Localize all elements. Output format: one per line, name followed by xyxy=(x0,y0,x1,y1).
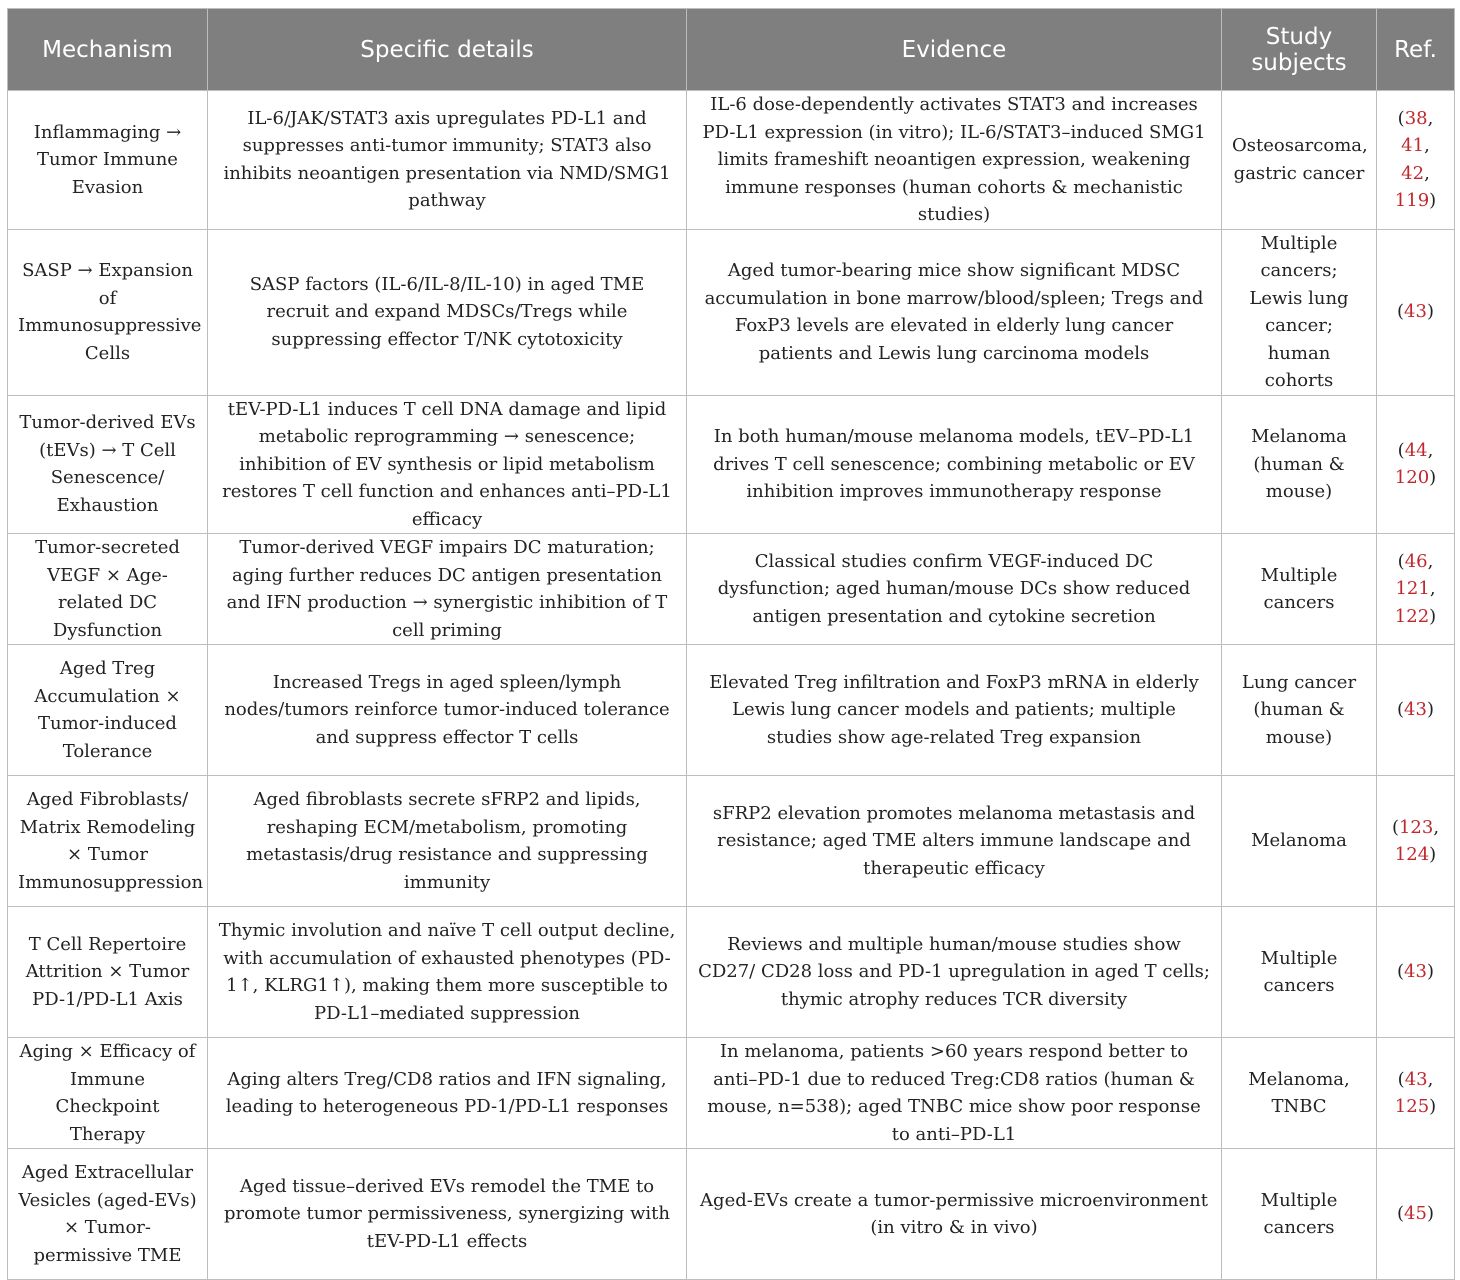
study-subjects-cell: Melanoma (human & mouse) xyxy=(1222,395,1377,534)
ref-link[interactable]: 43 xyxy=(1404,1068,1428,1090)
evidence-cell: Classical studies confirm VEGF-induced DC dysfunction; aged human/mouse DCs show reduced antigen presentation and cytokine secretion xyxy=(687,534,1222,645)
ref-separator: , xyxy=(1427,550,1434,572)
ref-link[interactable]: 42 xyxy=(1401,162,1425,184)
ref-link[interactable]: 46 xyxy=(1404,550,1428,572)
mechanism-cell: Aged Fibroblasts/ Matrix Remodeling × Tumor Immunosuppression xyxy=(8,776,208,907)
study-subjects-cell: Multiple cancers xyxy=(1222,1149,1377,1280)
evidence-cell: In both human/mouse melanoma models, tEV–PD-L1 drives T cell senescence; combining metabolic or EV inhibition improves immunotherapy response xyxy=(687,395,1222,534)
table-row xyxy=(8,1038,1455,1149)
ref-link[interactable]: 120 xyxy=(1394,467,1430,489)
ref-close-paren: ) xyxy=(1429,1096,1437,1117)
header-mechanism: Mechanism xyxy=(8,9,208,91)
ref-separator: , xyxy=(1429,578,1436,600)
ref-separator: , xyxy=(1427,1068,1434,1090)
mechanism-cell: SASP → Expansion of Immunosuppressive Cells xyxy=(8,229,208,395)
ref-separator: , xyxy=(1424,162,1430,184)
ref-cell xyxy=(1377,395,1455,534)
study-subjects-cell: Multiple cancers xyxy=(1222,907,1377,1038)
ref-open-paren: ( xyxy=(1397,550,1405,572)
ref-cell xyxy=(1377,776,1455,907)
ref-cell xyxy=(1377,645,1455,776)
ref-link[interactable]: 41 xyxy=(1401,135,1425,157)
header-evidence: Evidence xyxy=(687,9,1222,91)
ref-close-paren: ) xyxy=(1429,467,1437,489)
ref-link[interactable]: 125 xyxy=(1394,1096,1430,1117)
ref-cell xyxy=(1377,907,1455,1038)
header-ref: Ref. xyxy=(1377,9,1455,91)
ref-link[interactable]: 121 xyxy=(1395,578,1430,600)
mechanisms-table xyxy=(7,8,1455,1280)
ref-cell xyxy=(1377,534,1455,645)
details-cell: SASP factors (IL-6/IL-8/IL-10) in aged TME recruit and expand MDSCs/Tregs while suppressing effector T/NK cytotoxicity xyxy=(208,229,687,395)
ref-close-paren: ) xyxy=(1429,844,1437,865)
details-cell: Thymic involution and naïve T cell output decline, with accumulation of exhausted phenotypes (PD-1↑, KLRG1↑), making them more susceptible to PD-L1–mediated suppression xyxy=(208,907,687,1038)
header-study-subjects: Study subjects xyxy=(1222,9,1377,91)
evidence-cell: Aged-EVs create a tumor-permissive microenvironment (in vitro & in vivo) xyxy=(687,1149,1222,1280)
ref-link[interactable]: 119 xyxy=(1394,190,1430,212)
evidence-cell: IL-6 dose-dependently activates STAT3 and increases PD-L1 expression (in vitro); IL-6/STAT3–induced SMG1 limits frameshift neoantigen expression, weakening immune responses (human cohorts & mechanistic studies) xyxy=(687,91,1222,230)
evidence-cell: Aged tumor-bearing mice show significant MDSC accumulation in bone marrow/blood/spleen; Tregs and FoxP3 levels are elevated in elderly lung cancer patients and Lewis lung carcinoma models xyxy=(687,229,1222,395)
details-cell: IL-6/JAK/STAT3 axis upregulates PD-L1 and suppresses anti-tumor immunity; STAT3 also inhibits neoantigen presentation via NMD/SMG1 pathway xyxy=(208,91,687,230)
evidence-cell: Reviews and multiple human/mouse studies show CD27/ CD28 loss and PD-1 upregulation in aged T cells; thymic atrophy reduces TCR diversity xyxy=(687,907,1222,1038)
table-row xyxy=(8,1149,1455,1280)
details-cell: Tumor-derived VEGF impairs DC maturation; aging further reduces DC antigen presentation and IFN production → synergistic inhibition of T cell priming xyxy=(208,534,687,645)
study-subjects-cell: Lung cancer (human & mouse) xyxy=(1222,645,1377,776)
study-subjects-cell: Multiple cancers xyxy=(1222,534,1377,645)
table-row xyxy=(8,395,1455,534)
ref-separator: , xyxy=(1433,816,1440,838)
ref-open-paren: ( xyxy=(1391,816,1399,838)
mechanism-cell: Aged Treg Accumulation × Tumor-induced Tolerance xyxy=(8,645,208,776)
details-cell: Aging alters Treg/CD8 ratios and IFN signaling, leading to heterogeneous PD-1/PD-L1 responses xyxy=(208,1038,687,1149)
details-cell: Aged fibroblasts secrete sFRP2 and lipids, reshaping ECM/metabolism, promoting metastasis/drug resistance and suppressing immunity xyxy=(208,776,687,907)
ref-link[interactable]: 45 xyxy=(1404,1203,1427,1225)
ref-open-paren: ( xyxy=(1397,1068,1405,1090)
ref-cell xyxy=(1377,1149,1455,1280)
study-subjects-cell: Multiple cancers; Lewis lung cancer; human cohorts xyxy=(1222,229,1377,395)
details-cell: tEV-PD-L1 induces T cell DNA damage and lipid metabolic reprogramming → senescence; inhibition of EV synthesis or lipid metabolism restores T cell function and enhances anti–PD-L1 efficacy xyxy=(208,395,687,534)
study-subjects-cell: Melanoma xyxy=(1222,776,1377,907)
ref-separator: , xyxy=(1427,439,1434,461)
evidence-cell: In melanoma, patients >60 years respond better to anti–PD-1 due to reduced Treg:CD8 ratios (human & mouse, n=538); aged TNBC mice show poor response to anti–PD-L1 xyxy=(687,1038,1222,1149)
evidence-cell: Elevated Treg infiltration and FoxP3 mRNA in elderly Lewis lung cancer models and patients; multiple studies show age-related Treg expansion xyxy=(687,645,1222,776)
mechanism-cell: Inflammaging → Tumor Immune Evasion xyxy=(8,91,208,230)
table-row xyxy=(8,645,1455,776)
study-subjects-cell: Osteosarcoma, gastric cancer xyxy=(1222,91,1377,230)
ref-close-paren: ) xyxy=(1429,190,1437,212)
ref-open-paren: ( xyxy=(1397,301,1405,323)
ref-link[interactable]: 43 xyxy=(1404,961,1427,983)
ref-cell xyxy=(1377,229,1455,395)
ref-open-paren: ( xyxy=(1397,961,1405,983)
ref-separator: , xyxy=(1427,107,1434,129)
mechanism-cell: Aging × Efficacy of Immune Checkpoint Therapy xyxy=(8,1038,208,1149)
details-cell: Aged tissue–derived EVs remodel the TME to promote tumor permissiveness, synergizing with tEV-PD-L1 effects xyxy=(208,1149,687,1280)
ref-close-paren: ) xyxy=(1426,961,1434,983)
study-subjects-cell: Melanoma, TNBC xyxy=(1222,1038,1377,1149)
details-cell: Increased Tregs in aged spleen/lymph nodes/tumors reinforce tumor-induced tolerance and suppress effector T cells xyxy=(208,645,687,776)
ref-close-paren: ) xyxy=(1426,699,1434,721)
evidence-cell: sFRP2 elevation promotes melanoma metastasis and resistance; aged TME alters immune landscape and therapeutic efficacy xyxy=(687,776,1222,907)
ref-link[interactable]: 38 xyxy=(1404,107,1428,129)
ref-close-paren: ) xyxy=(1426,1203,1434,1225)
table-row xyxy=(8,534,1455,645)
table-body xyxy=(8,91,1455,1280)
header-row xyxy=(8,9,1455,91)
ref-link[interactable]: 124 xyxy=(1394,844,1430,865)
ref-separator: , xyxy=(1424,135,1430,157)
ref-cell xyxy=(1377,91,1455,230)
ref-link[interactable]: 123 xyxy=(1398,816,1434,838)
ref-link[interactable]: 44 xyxy=(1404,439,1428,461)
table-row xyxy=(8,776,1455,907)
ref-close-paren: ) xyxy=(1429,605,1437,627)
ref-open-paren: ( xyxy=(1397,1203,1405,1225)
mechanism-cell: T Cell Repertoire Attrition × Tumor PD-1/PD-L1 Axis xyxy=(8,907,208,1038)
ref-link[interactable]: 122 xyxy=(1394,605,1430,627)
ref-open-paren: ( xyxy=(1397,107,1405,129)
ref-link[interactable]: 43 xyxy=(1404,699,1427,721)
ref-open-paren: ( xyxy=(1397,699,1405,721)
ref-cell xyxy=(1377,1038,1455,1149)
ref-open-paren: ( xyxy=(1397,439,1405,461)
table-row xyxy=(8,907,1455,1038)
mechanism-cell: Tumor-secreted VEGF × Age-related DC Dysfunction xyxy=(8,534,208,645)
mechanism-cell: Aged Extracellular Vesicles (aged-EVs) × Tumor-permissive TME xyxy=(8,1149,208,1280)
ref-close-paren: ) xyxy=(1426,301,1434,323)
ref-link[interactable]: 43 xyxy=(1404,301,1427,323)
table-row xyxy=(8,91,1455,230)
table-row xyxy=(8,229,1455,395)
mechanism-cell: Tumor-derived EVs (tEVs) → T Cell Senescence/ Exhaustion xyxy=(8,395,208,534)
header-specific-details: Specific details xyxy=(208,9,687,91)
